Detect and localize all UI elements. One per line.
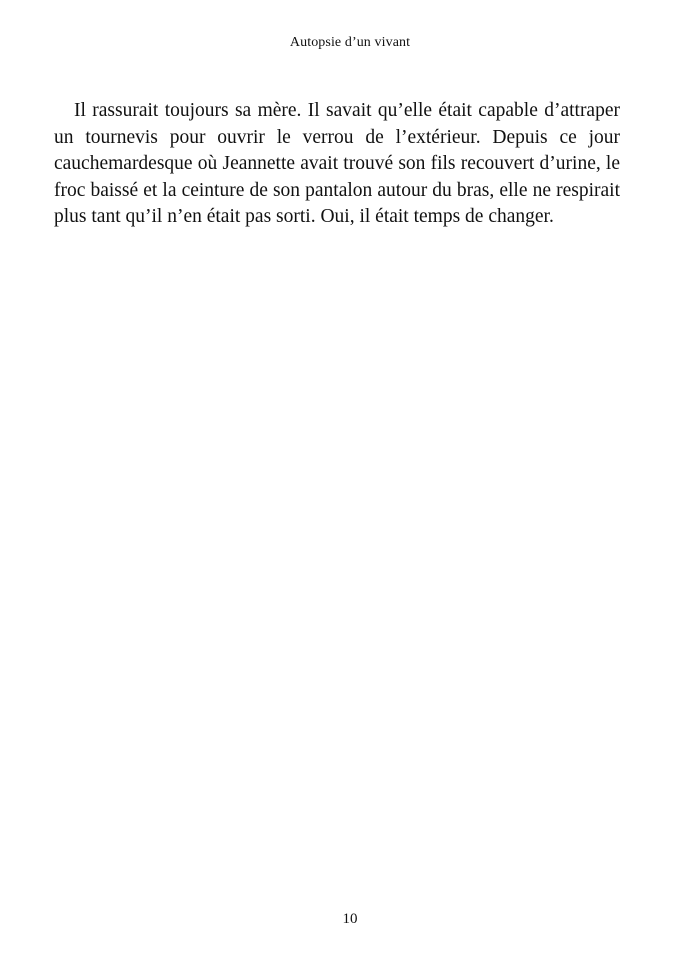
paragraph: Il rassurait toujours sa mère. Il savait qu’elle était capable d’attraper un tournevis pour ouvrir le verrou de l’extérieur. Depuis ce jour cauchemardesque où Jeannette avait trouvé son fils recouvert d’urine, le froc baissé et la ceinture de son pantalon autour du bras, elle ne respirait plus tant qu’il n’en était pas sorti. Oui, il était temps de changer.	[54, 100, 620, 227]
running-header: Autopsie d’un vivant	[289, 35, 411, 50]
page-number: 10	[342, 911, 358, 927]
body-text	[54, 98, 620, 231]
